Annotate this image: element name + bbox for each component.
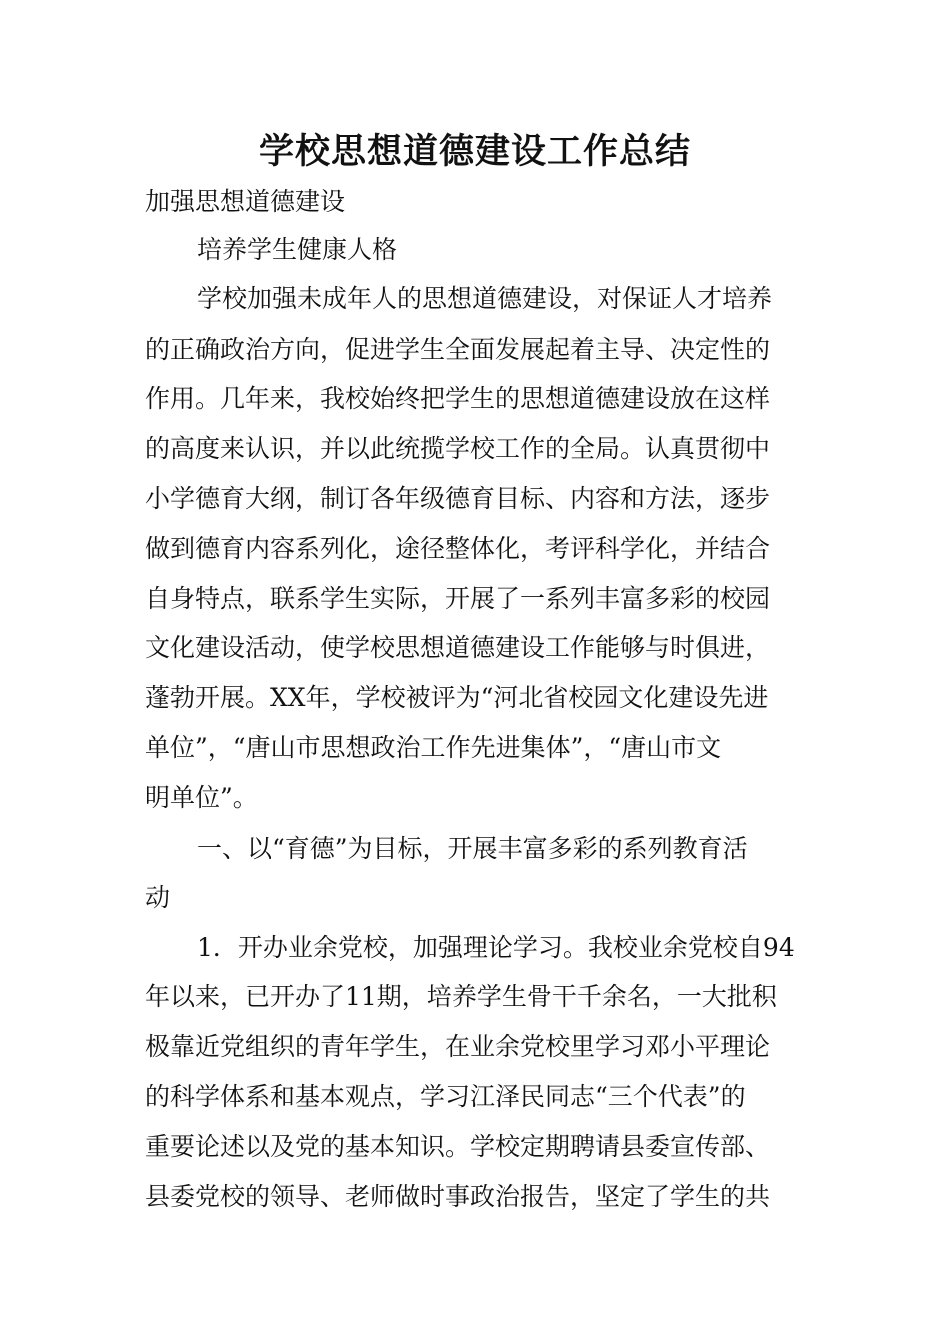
paragraph-line: 做到德育内容系列化，途径整体化，考评科学化，并结合 <box>145 534 771 563</box>
section-heading-line: 动 <box>145 883 171 912</box>
subtitle-line: 加强思想道德建设 <box>145 187 346 216</box>
paragraph-line: 1．开办业余党校，加强理论学习。我校业余党校自94 <box>197 933 795 962</box>
paragraph-line: 文化建设活动，使学校思想道德建设工作能够与时俱进， <box>145 633 771 662</box>
subtitle-line: 培养学生健康人格 <box>197 235 398 264</box>
paragraph-line: 学校加强未成年人的思想道德建设，对保证人才培养 <box>197 284 773 313</box>
paragraph-line: 的高度来认识，并以此统揽学校工作的全局。认真贯彻中 <box>145 434 771 463</box>
paragraph-line: 自身特点，联系学生实际，开展了一系列丰富多彩的校园 <box>145 584 771 613</box>
paragraph-line: 明单位”。 <box>145 783 258 812</box>
paragraph-line: 年以来，已开办了11期，培养学生骨干千余名，一大批积 <box>145 982 777 1011</box>
paragraph-line: 的正确政治方向，促进学生全面发展起着主导、决定性的 <box>145 335 771 364</box>
paragraph-line: 作用。几年来，我校始终把学生的思想道德建设放在这样 <box>145 384 771 413</box>
paragraph-line: 县委党校的领导、老师做时事政治报告，坚定了学生的共 <box>145 1182 771 1211</box>
paragraph-line: 蓬勃开展。XX年，学校被评为“河北省校园文化建设先进 <box>145 683 769 712</box>
paragraph-line: 小学德育大纲，制订各年级德育目标、内容和方法，逐步 <box>145 484 771 513</box>
paragraph-line: 极靠近党组织的青年学生，在业余党校里学习邓小平理论 <box>145 1032 771 1061</box>
paragraph-line: 的科学体系和基本观点，学习江泽民同志“三个代表”的 <box>145 1082 746 1111</box>
section-heading-line: 一、以“育德”为目标，开展丰富多彩的系列教育活 <box>197 834 748 863</box>
paragraph-line: 重要论述以及党的基本知识。学校定期聘请县委宣传部、 <box>145 1132 771 1161</box>
paragraph-line: 单位”，“唐山市思想政治工作先进集体”，“唐山市文 <box>145 733 722 762</box>
document-title: 学校思想道德建设工作总结 <box>258 131 691 172</box>
